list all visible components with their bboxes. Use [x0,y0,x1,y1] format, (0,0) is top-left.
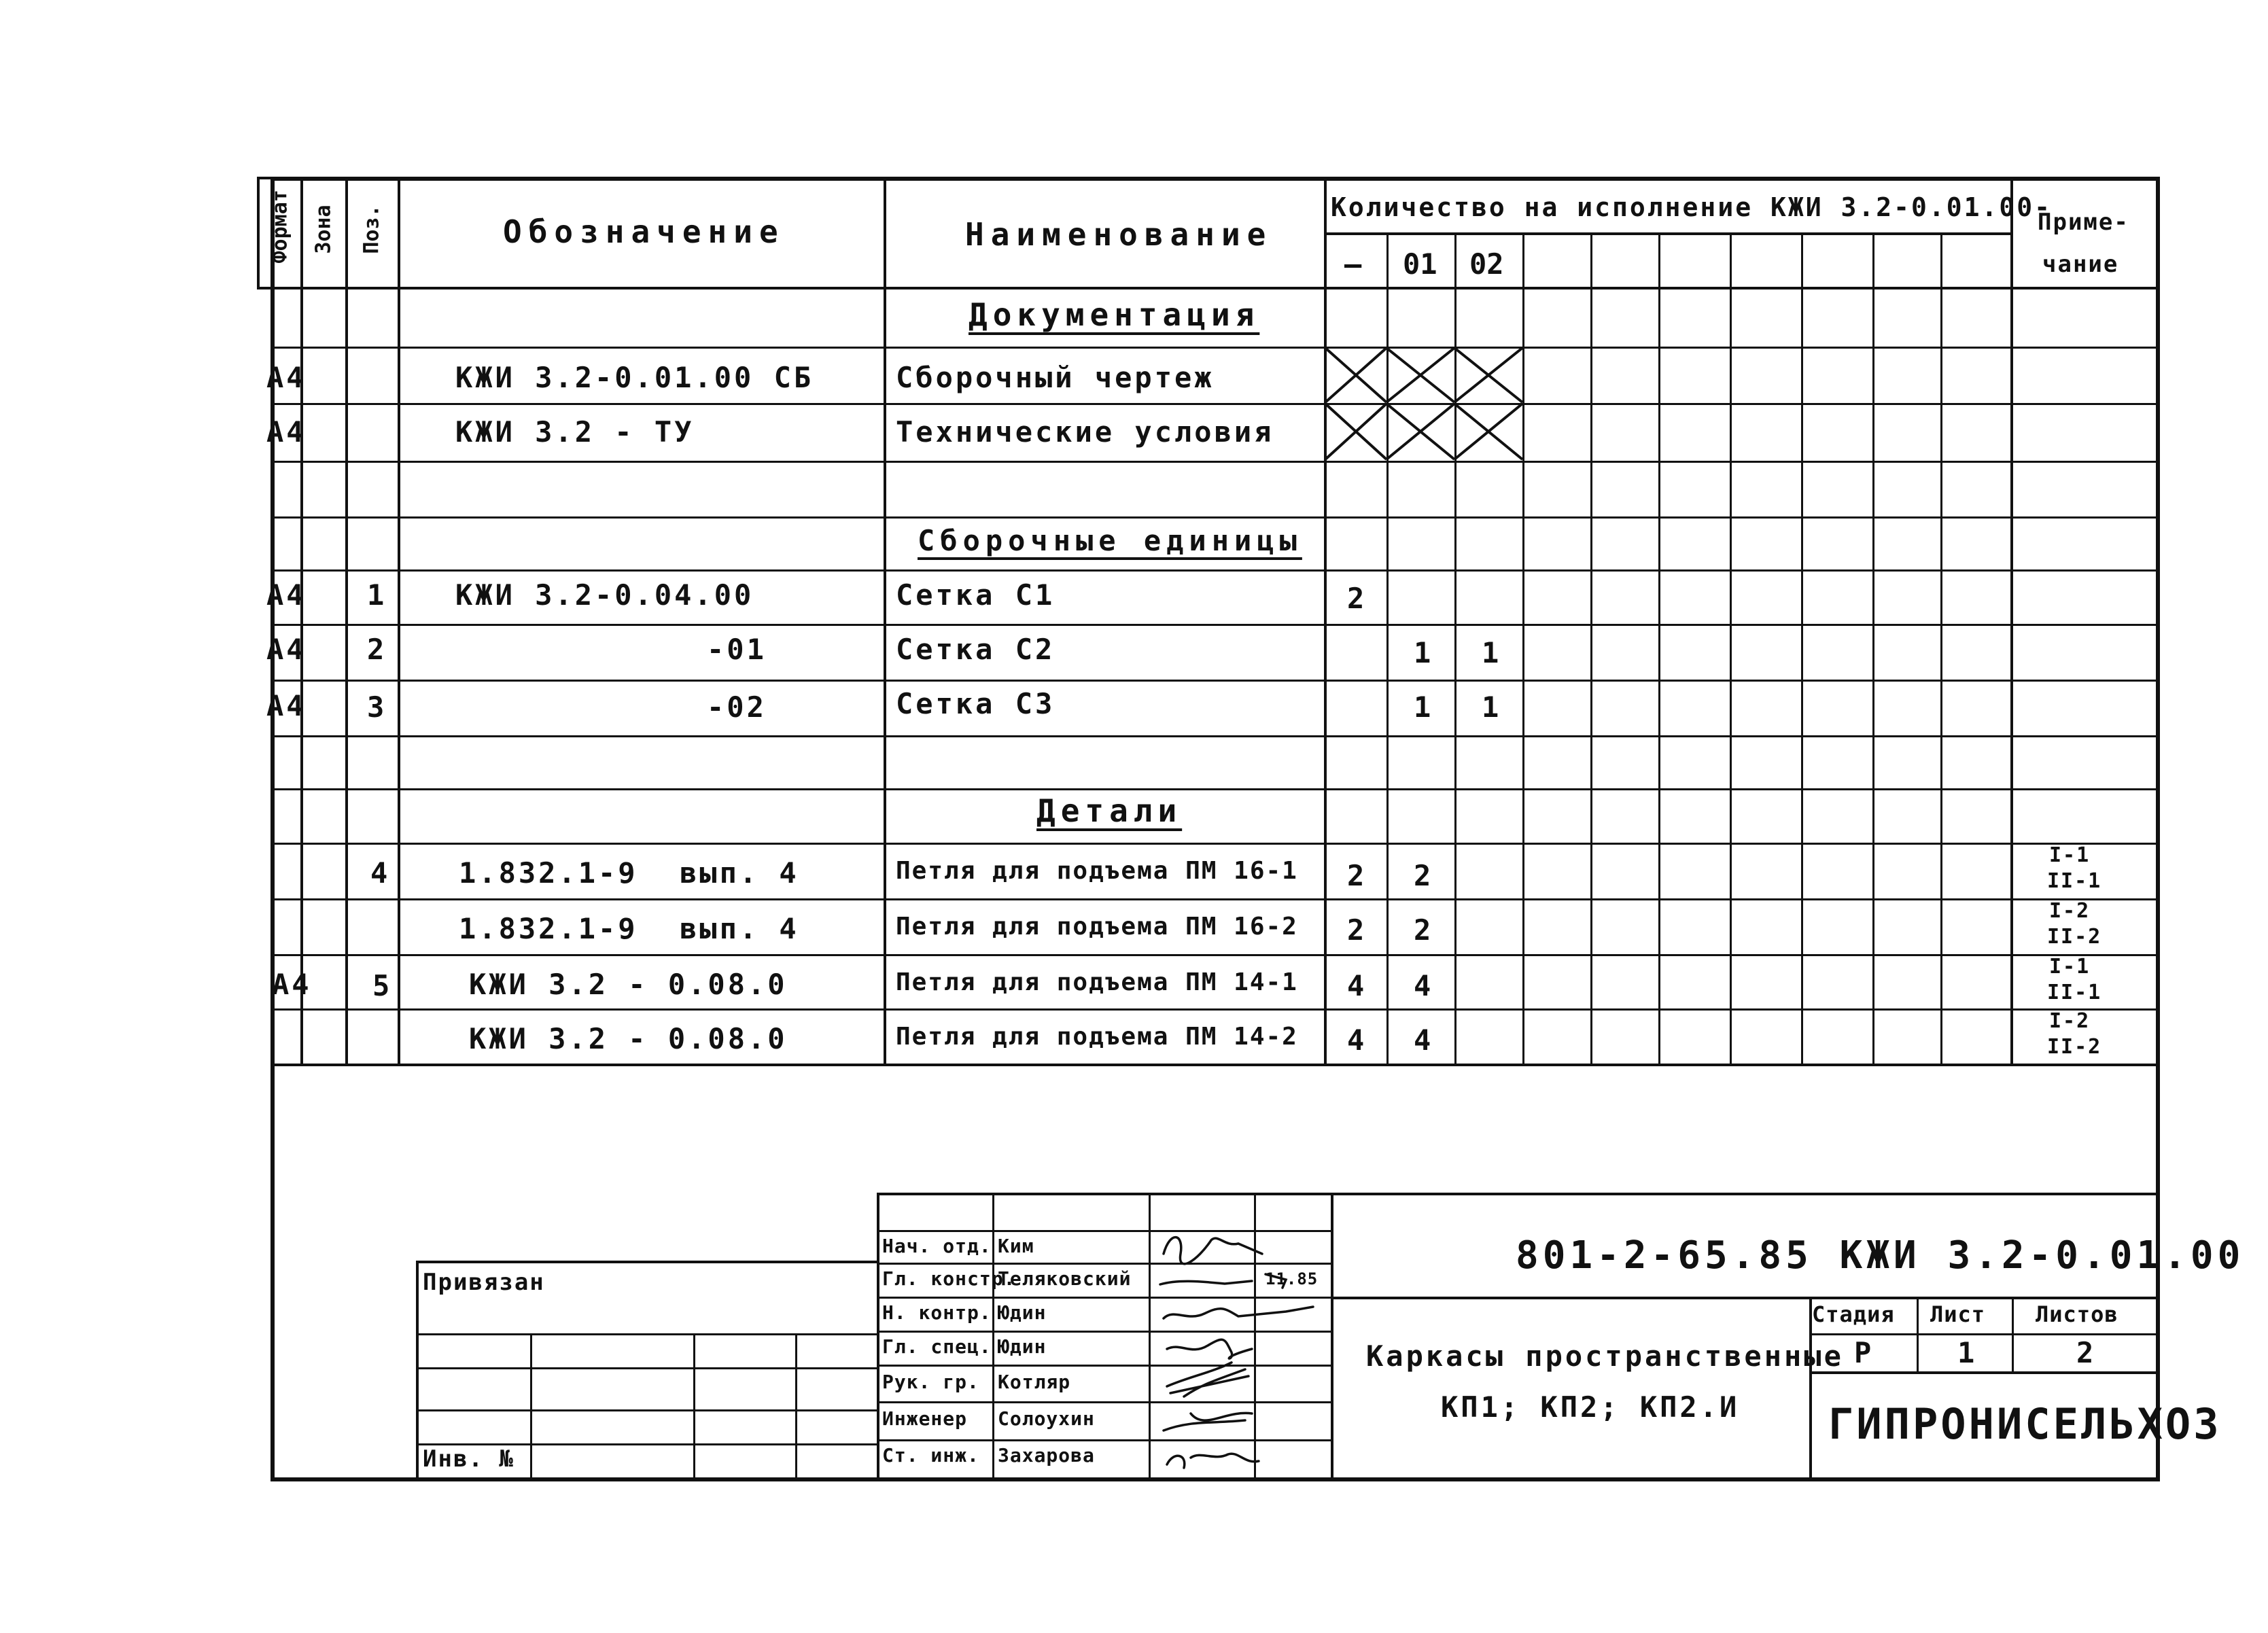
document-title-line1: Каркасы пространственные [1366,1339,1844,1373]
col-note-header-line2: чание [2042,251,2119,278]
row-qty-1: 4 [1414,1023,1431,1057]
row-designation: 1.832.1-9 [459,856,638,890]
row-issue: вып. 4 [680,856,799,890]
row-qty-0: 2 [1347,582,1365,615]
row-line [271,788,2160,790]
role-label: Гл. спец. [882,1335,992,1358]
section-details: Детали [1036,792,1183,829]
inventory-number-label: Инв. № [423,1445,514,1473]
person-name: Ким [998,1235,1034,1257]
header-bottom-line [257,287,2160,289]
row-pos: 2 [367,633,385,666]
person-name: Солоухин [998,1407,1095,1430]
row-format: А4 [266,633,307,666]
row-note-bottom: II-2 [2047,925,2102,949]
attached-block-line [416,1367,878,1369]
title-block-top [877,1193,2160,1195]
stage-label: Стадия [1812,1301,1895,1327]
row-issue: вып. 4 [680,912,799,945]
row-qty-1: 1 [1414,690,1431,724]
table-top-border [257,177,2160,179]
row-line [271,898,2160,900]
row-name: Технические условия [896,415,1274,449]
row-line [271,516,2160,519]
sheets-label: Листов [2036,1301,2118,1327]
row-qty-2: 1 [1482,636,1499,669]
col-line [300,177,303,1064]
crossed-quantity-cells [1325,348,1524,461]
attached-label: Привязан [423,1269,545,1296]
row-pos: 1 [367,578,385,612]
role-label: Н. контр. [882,1301,992,1324]
role-label: Ст. инж. [882,1444,979,1467]
row-note-bottom: II-1 [2047,981,2102,1004]
row-designation: КЖИ 3.2 - 0.08.0 [469,1022,788,1055]
row-line [271,680,2160,682]
row-line [271,954,2160,956]
col-line [1801,232,1803,1064]
row-qty-1: 2 [1414,913,1431,947]
col-line [345,177,348,1064]
row-line [271,347,2160,349]
col-format-header: Формат [268,190,292,264]
row-name: Сетка С1 [896,578,1056,612]
table-bottom-line [271,1064,2160,1066]
col-line [1324,177,1327,1064]
col-line [1940,232,1942,1064]
role-label: Нач. отд. [882,1235,992,1257]
row-designation: КЖИ 3.2-0.04.00 [455,578,754,612]
row-designation: -02 [707,690,767,724]
row-qty-1: 2 [1414,859,1431,892]
col-note-header-line1: Приме- [2038,209,2129,236]
role-label: Инженер [882,1407,968,1430]
document-code: 801-2-65.85 КЖИ 3.2-0.01.00 [1516,1233,2245,1278]
person-name: Юдин [998,1301,1047,1324]
row-designation: -01 [707,633,767,666]
role-label: Рук. гр. [882,1371,979,1393]
col-pos-header: Поз. [360,205,384,254]
col-line [2010,177,2013,1064]
row-name: Петля для подъема ПМ 14-1 [896,968,1298,996]
row-line [271,624,2160,626]
row-line [271,403,2160,405]
attached-block-col [530,1333,532,1478]
date-mark: 11.85 [1266,1269,1319,1288]
col-line [398,177,400,1064]
row-line [271,1008,2160,1011]
row-note-top: I-1 [2049,955,2091,979]
sheets-value: 2 [2076,1336,2094,1369]
row-note-top: I-2 [2049,899,2091,923]
row-qty-0: 2 [1347,859,1365,892]
row-line [271,461,2160,463]
row-note-top: I-2 [2049,1009,2091,1033]
variant-header-2: 02 [1469,247,1504,281]
row-note-bottom: II-2 [2047,1035,2102,1059]
quantity-subheader-line [1325,232,2012,235]
col-designation-header: Обозначение [503,213,785,250]
person-name: Котляр [998,1371,1071,1393]
row-qty-0: 4 [1347,1023,1365,1057]
row-note-top: I-1 [2049,843,2091,867]
title-code-line [1331,1297,2160,1299]
col-line [1658,232,1660,1064]
row-qty-0: 4 [1347,969,1365,1002]
row-format: А4 [266,689,307,722]
row-pos: 4 [370,856,388,890]
row-name: Сборочный чертеж [896,361,1215,394]
row-name: Сетка С2 [896,633,1056,666]
row-name: Петля для подъема ПМ 16-1 [896,857,1298,885]
col-line [257,177,260,287]
row-designation: КЖИ 3.2 - 0.08.0 [469,968,788,1001]
attached-block-border [416,1261,419,1478]
row-qty-2: 1 [1482,690,1499,724]
attached-block-col [795,1333,797,1478]
section-documentation: Документация [969,296,1260,333]
handwritten-signatures [1150,1227,1333,1478]
col-line [884,177,886,1064]
row-line [271,843,2160,845]
row-designation: 1.832.1-9 [459,912,638,945]
row-format: А4 [266,415,307,449]
col-quantity-header: Количество на исполнение КЖИ 3.2-0.01.00- [1331,192,2052,222]
row-line [271,735,2160,737]
row-line [271,569,2160,572]
col-line [1872,232,1874,1064]
row-format: А4 [266,361,307,394]
title-row-line [1809,1333,2160,1335]
row-name: Петля для подъема ПМ 14-2 [896,1023,1298,1051]
attached-block-col [693,1333,695,1478]
col-name-header: Наименование [965,216,1273,253]
title-block-col [992,1193,994,1478]
row-note-bottom: II-1 [2047,869,2102,893]
variant-header-0: — [1344,247,1362,281]
row-designation: КЖИ 3.2-0.01.00 СБ [455,361,814,394]
role-label: Гл. констр. [882,1267,1016,1290]
col-zone-header: Зона [311,205,336,254]
row-format: А4 [266,578,307,612]
col-line [1730,232,1732,1064]
row-format: А4 [272,968,312,1001]
col-line [1590,232,1592,1064]
row-pos: 5 [372,969,390,1002]
section-assemblies: Сборочные единицы [918,524,1302,557]
row-qty-0: 2 [1347,913,1365,947]
document-title-line2: КП1; КП2; КП2.И [1441,1390,1740,1424]
attached-block-line [416,1409,878,1411]
row-pos: 3 [367,690,385,724]
person-name: Юдин [998,1335,1047,1358]
person-name: Теляковский [998,1267,1132,1290]
variant-header-1: 01 [1403,247,1437,281]
row-name: Петля для подъема ПМ 16-2 [896,913,1298,941]
stage-value: Р [1854,1336,1872,1369]
row-qty-1: 1 [1414,636,1431,669]
organization-name: ГИПРОНИСЕЛЬХОЗ [1828,1399,2222,1449]
sheet-label: Лист [1930,1301,1986,1327]
person-name: Захарова [998,1444,1095,1467]
attached-block-top [416,1261,878,1263]
row-name: Сетка С3 [896,687,1056,720]
row-qty-1: 4 [1414,969,1431,1002]
sheet-value: 1 [1957,1336,1975,1369]
title-row-line [1809,1371,2160,1374]
title-block-border [877,1193,879,1478]
row-designation: КЖИ 3.2 - ТУ [455,415,695,449]
attached-block-line [416,1333,878,1335]
